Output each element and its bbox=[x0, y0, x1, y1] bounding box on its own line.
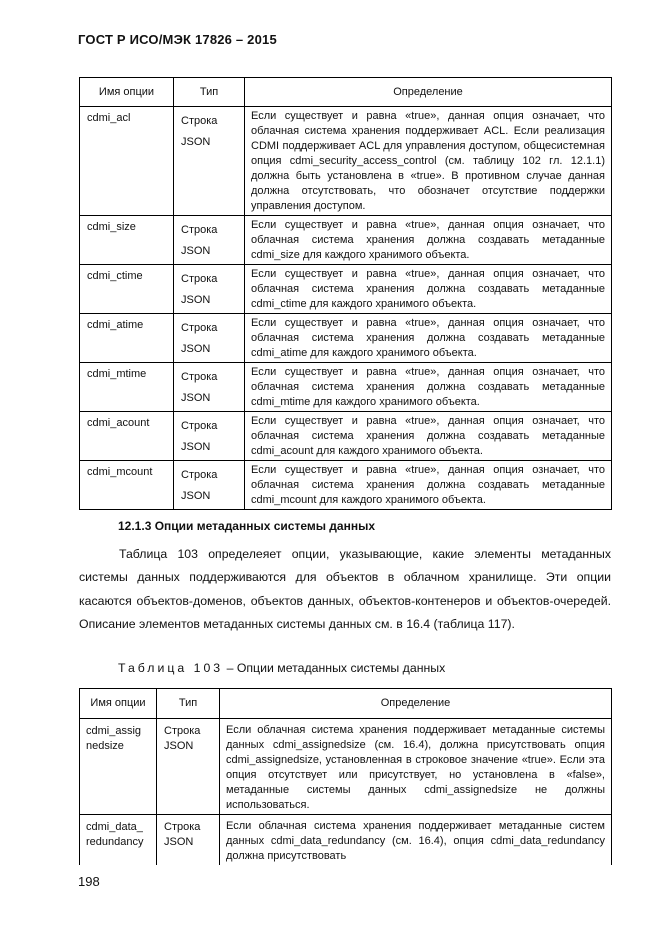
option-definition: Если существует и равна «true», данная опция означает, что облачная система хранения должна создавать метаданные cdmi_ctime для каждого хранимого объекта. bbox=[245, 265, 612, 314]
type-line: JSON bbox=[181, 441, 211, 453]
option-name: cdmi_ctime bbox=[80, 265, 174, 314]
column-header-definition: Определение bbox=[220, 689, 612, 719]
option-definition: Если существует и равна «true», данная опция означает, что облачная система хранения должна создавать метаданные cdmi_size для каждого хранимого объекта. bbox=[245, 216, 612, 265]
type-line: Строка bbox=[181, 115, 218, 127]
name-line: cdmi_assig bbox=[86, 725, 142, 737]
column-header-type: Тип bbox=[174, 78, 245, 107]
type-line: JSON bbox=[181, 136, 211, 148]
type-line: JSON bbox=[164, 836, 194, 848]
option-name bbox=[80, 815, 157, 866]
type-line: Строка bbox=[164, 821, 201, 833]
name-line: cdmi_data_ bbox=[86, 821, 143, 833]
table-row bbox=[80, 314, 612, 363]
table-row bbox=[80, 412, 612, 461]
option-definition: Если существует и равна «true», данная опция означает, что облачная система хранения поддерживает ACL. Если реализация CDMI поддерживает ACL для управления доступом, общесистемная опция cdmi_security_access_control (см. таблицу 102 гл. 12.1.1) должна быть установлена в «true». В противном случае данная должна отсутствовать, что обозначет отсутствие поддержки управления доступом. bbox=[245, 107, 612, 216]
option-type bbox=[174, 461, 245, 510]
table-row bbox=[80, 107, 612, 216]
options-table-continued bbox=[79, 77, 612, 510]
type-line: Строка bbox=[164, 725, 201, 737]
table-header-row bbox=[80, 689, 612, 719]
option-type bbox=[174, 412, 245, 461]
table-row bbox=[80, 265, 612, 314]
name-line: redundancy bbox=[86, 836, 144, 848]
option-type bbox=[174, 216, 245, 265]
option-definition: Если существует и равна «true», данная опция означает, что облачная система хранения должна создавать метаданные cdmi_mcount для каждого хранимого объекта. bbox=[245, 461, 612, 510]
section-heading: 12.1.3 Опции метаданных системы данных bbox=[118, 519, 376, 533]
option-definition: Если облачная система хранения поддерживает метаданные систем данных cdmi_data_redundancy (см. 16.4), опция cdmi_data_redundancy должна присутствовать bbox=[220, 815, 612, 866]
document-header: ГОСТ Р ИСО/МЭК 17826 – 2015 bbox=[78, 32, 277, 47]
option-name: cdmi_atime bbox=[80, 314, 174, 363]
table-row bbox=[80, 216, 612, 265]
option-type bbox=[157, 719, 220, 815]
option-name: cdmi_size bbox=[80, 216, 174, 265]
type-line: Строка bbox=[181, 469, 218, 481]
type-line: Строка bbox=[181, 322, 218, 334]
option-name: cdmi_mtime bbox=[80, 363, 174, 412]
type-line: Строка bbox=[181, 273, 218, 285]
table-caption-text: – Опции метаданных системы данных bbox=[223, 661, 446, 675]
option-type bbox=[174, 265, 245, 314]
column-header-name: Имя опции bbox=[80, 78, 174, 107]
type-line: JSON bbox=[181, 490, 211, 502]
type-line: Строка bbox=[181, 371, 218, 383]
table-row bbox=[80, 719, 612, 815]
name-line: nedsize bbox=[86, 740, 124, 752]
option-name: cdmi_mcount bbox=[80, 461, 174, 510]
table-row bbox=[80, 461, 612, 510]
page-number: 198 bbox=[78, 874, 100, 889]
option-type bbox=[157, 815, 220, 866]
table-row bbox=[80, 815, 612, 866]
type-line: JSON bbox=[181, 294, 211, 306]
option-name bbox=[80, 719, 157, 815]
type-line: JSON bbox=[181, 343, 211, 355]
option-definition: Если существует и равна «true», данная опция означает, что облачная система хранения должна создавать метаданные cdmi_atime для каждого хранимого объекта. bbox=[245, 314, 612, 363]
column-header-definition: Определение bbox=[245, 78, 612, 107]
option-name: cdmi_acount bbox=[80, 412, 174, 461]
type-line: Строка bbox=[181, 420, 218, 432]
type-line: JSON bbox=[164, 740, 194, 752]
option-type bbox=[174, 107, 245, 216]
option-type bbox=[174, 314, 245, 363]
body-paragraph: Таблица 103 определеяет опции, указывающие, какие элементы метаданных системы данных поддерживаются для объектов в облачном хранилище. Эти опции касаются объектов-доменов, объектов данных, объектов-контенеров и объектов-очередей. Описание элементов метаданных системы данных см. в 16.4 (таблица 117). bbox=[79, 547, 611, 632]
option-definition: Если существует и равна «true», данная опция означает, что облачная система хранения должна создавать метаданные cdmi_mtime для каждого хранимого объекта. bbox=[245, 363, 612, 412]
option-name: cdmi_acl bbox=[80, 107, 174, 216]
type-line: JSON bbox=[181, 245, 211, 257]
table-header-row bbox=[80, 78, 612, 107]
column-header-name: Имя опции bbox=[80, 689, 157, 719]
table-caption bbox=[118, 661, 445, 675]
option-definition: Если облачная система хранения поддерживает метаданные системы данных cdmi_assignedsize (см. 16.4), должна присутствовать опция cdmi_assignedsize, установленная в строковое значение «true». Если эта опция отсутствует или присутствует, но установлена в «false», метаданные системы данных cdmi_assignedsize не должны использоваться. bbox=[220, 719, 612, 815]
type-line: JSON bbox=[181, 392, 211, 404]
column-header-type: Тип bbox=[157, 689, 220, 719]
option-type bbox=[174, 363, 245, 412]
data-system-metadata-options-table bbox=[79, 688, 612, 865]
table-caption-label: Таблица 103 bbox=[118, 661, 224, 675]
type-line: Строка bbox=[181, 224, 218, 236]
table-row bbox=[80, 363, 612, 412]
option-definition: Если существует и равна «true», данная опция означает, что облачная система хранения должна создавать метаданные cdmi_acount для каждого хранимого объекта. bbox=[245, 412, 612, 461]
